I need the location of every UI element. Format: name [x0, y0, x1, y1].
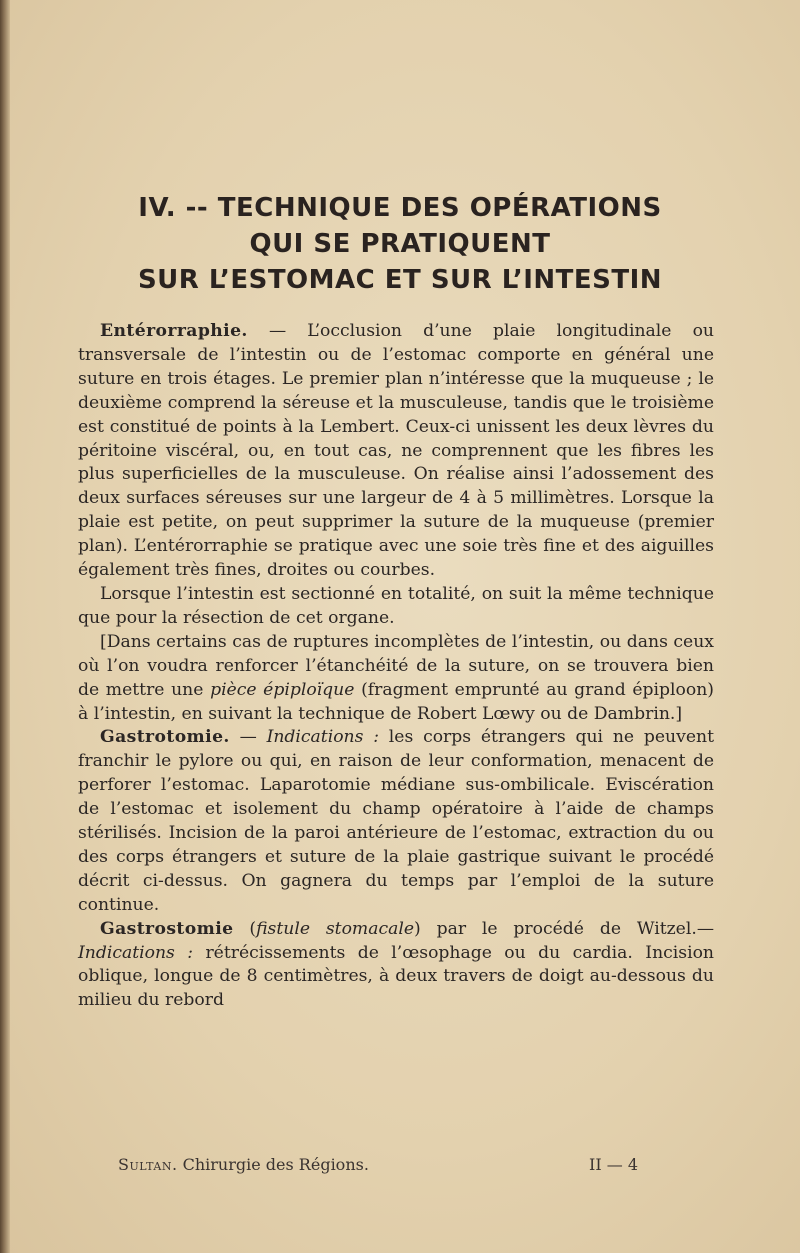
book-spine-shadow: [0, 0, 10, 1253]
heading-line-2: QUI SE PRATIQUENT: [249, 229, 551, 259]
footer-signature: II — 4: [589, 1155, 638, 1174]
paragraph-gastrostomie: [78, 918, 714, 1014]
term-gastrotomie: Gastrotomie.: [100, 727, 230, 748]
chapter-heading: [0, 190, 800, 298]
heading-line-1: IV. -- TECHNIQUE DES OPÉRATIONS: [138, 193, 662, 223]
italic-indications: Indications :: [266, 727, 380, 748]
italic-fistule: fistule stomacale: [256, 918, 415, 939]
italic-indications: Indications :: [78, 942, 194, 963]
paragraph-section-totale: [78, 583, 714, 631]
dash: —: [229, 727, 267, 748]
paragraph-enterorraphie: [78, 320, 714, 583]
paragraph-text: Lorsque l’intestin est sectionné en totalité, on suit la même technique que pour la résection de cet organe.: [78, 583, 714, 628]
page-footer: [118, 1155, 638, 1175]
paren-open: (: [233, 918, 257, 939]
footer-book-title: Chirurgie des Régions.: [177, 1155, 369, 1174]
body-text: [78, 320, 714, 1013]
term-gastrostomie: Gastrostomie: [100, 918, 234, 939]
paragraph-gastrotomie: [78, 726, 714, 917]
paragraph-text: — L’occlusion d’une plaie longitudinale ou transversale de l’intestin ou de l’estomac comporte en général une suture en trois étages. Le premier plan n’intéresse que la muqueuse ; le deuxième comprend la séreuse et la musculeuse, tandis que le troisième est constitué de points à la Lembert. Ceux-ci unissent les deux lèvres du péritoine viscéral, ou, en tout cas, ne comprennent que les fibres les plus superficielles de la musculeuse. On réalise ainsi l’adossement des deux surfaces séreuses sur une largeur de 4 à 5 millimètres. Lorsque la plaie est petite, on peut supprimer la suture de la muqueuse (premier plan). L’entérorraphie se pratique avec une soie très fine et des aiguilles également très fines, droites ou courbes.: [78, 321, 714, 581]
italic-term: pièce épiploïque: [210, 679, 355, 700]
term-enterorraphie: Entérorraphie.: [100, 321, 248, 341]
paren-close: ) par le procédé de Witzel.—: [414, 918, 715, 939]
paragraph-text: (fragment emprunté au grand épiploon) à l’intestin, en suivant la technique de Robert Lœwy ou de Dambrin.]: [78, 679, 714, 724]
paragraph-piece-epiploique: [78, 631, 714, 727]
heading-line-3: SUR L’ESTOMAC ET SUR L’INTESTIN: [137, 265, 663, 295]
paragraph-text: les corps étrangers qui ne peuvent franchir le pylore ou qui, en raison de leur conformation, menacent de perforer l’estomac. Laparotomie médiane sus-ombilicale. Eviscération de l’estomac et isolement du champ opératoire à l’aide de champs stérilisés. Incision de la paroi antérieure de l’estomac, extraction du ou des corps étrangers et suture de la plaie gastrique suivant le procédé décrit ci-dessus. On gagnera du temps par l’emploi de la suture continue.: [78, 727, 714, 915]
paragraph-text: [Dans certains cas de ruptures incomplètes de l’intestin, ou dans ceux où l’on voudra renforcer l’étanchéité de la suture, on se trouvera bien de mettre une: [78, 631, 714, 700]
footer-author: Sultan.: [118, 1155, 178, 1174]
paragraph-text: rétrécissements de l’œsophage ou du cardia. Incision oblique, longue de 8 centimètres, à deux travers de doigt au-dessous du milieu du rebord: [78, 942, 714, 1011]
